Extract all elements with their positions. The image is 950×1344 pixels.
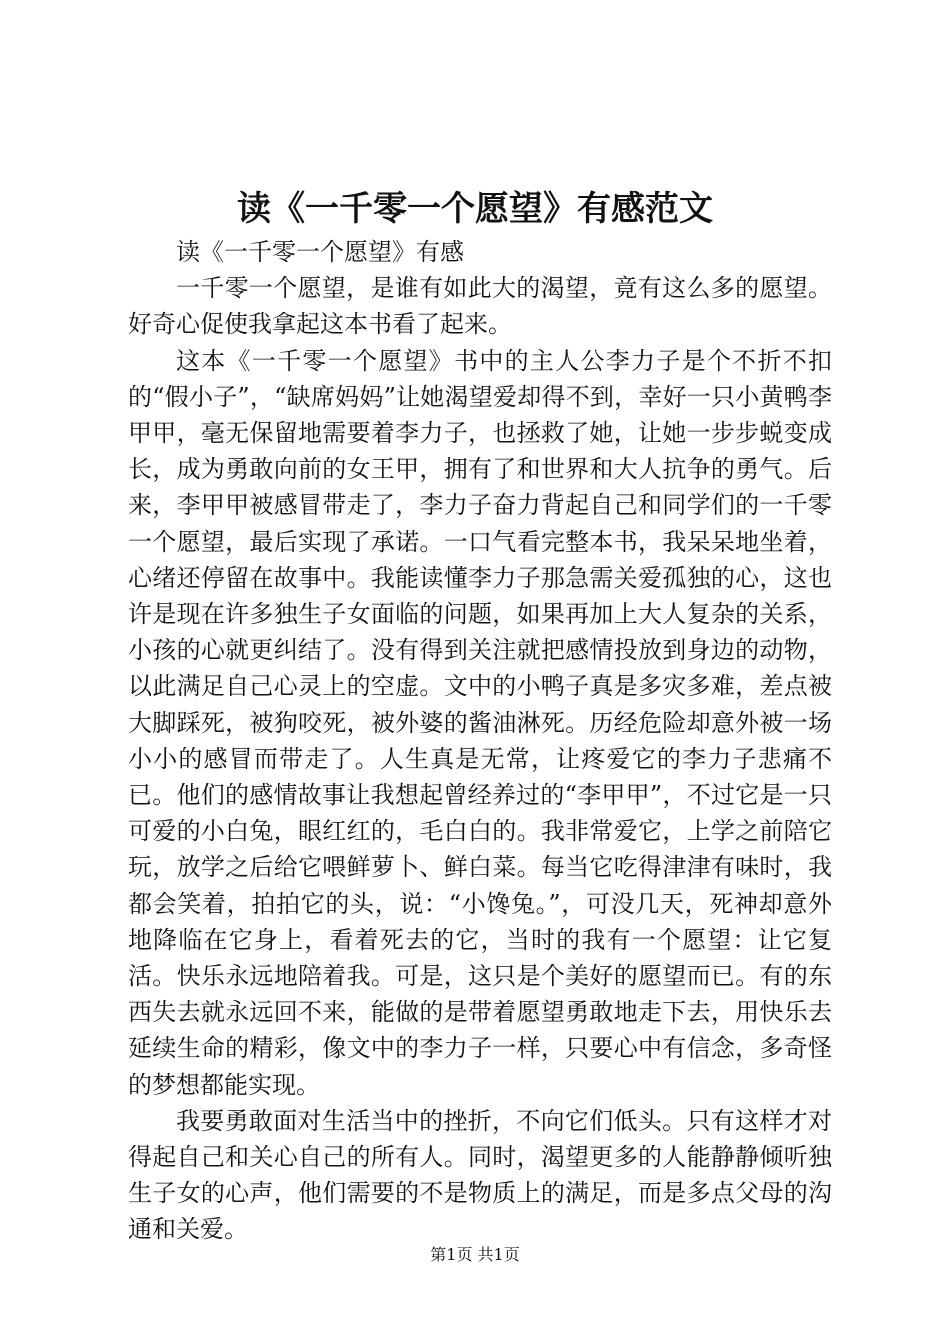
- paragraph-conclusion: 我要勇敢面对生活当中的挫折，不向它们低头。只有这样才对得起自己和关心自己的所有人。同时，渴望更多的人能静静倾听独生子女的心声，他们需要的不是物质上的满足，而是多点父母的沟通和关爱。: [128, 1106, 832, 1244]
- paragraph-subtitle: 读《一千零一个愿望》有感: [176, 238, 464, 266]
- document-body: [128, 234, 832, 1248]
- page-footer: 第1页 共1页: [430, 1245, 520, 1264]
- document-title: 读《一千零一个愿望》有感范文: [237, 189, 713, 229]
- paragraph-main: 这本《一千零一个愿望》书中的主人公李力子是个不折不扣的“假小子”，“缺席妈妈”让她渴望爱却得不到，幸好一只小黄鸭李甲甲，毫无保留地需要着李力子，也拯救了她，让她一步步蜕变成长，成为勇敢向前的女王甲，拥有了和世界和大人抗争的勇气。后来，李甲甲被感冒带走了，李力子奋力背起自己和同学们的一千零一个愿望，最后实现了承诺。一口气看完整本书，我呆呆地坐着，心绪还停留在故事中。我能读懂李力子那急需关爱孤独的心，这也许是现在许多独生子女面临的问题，如果再加上大人复杂的关系，小孩的心就更纠结了。没有得到关注就把感情投放到身边的动物，以此满足自己心灵上的空虚。文中的小鸭子真是多灾多难，差点被大脚踩死，被狗咬死，被外婆的酱油淋死。历经危险却意外被一场小小的感冒而带走了。人生真是无常，让疼爱它的李力子悲痛不已。他们的感情故事让我想起曾经养过的“李甲甲”，不过它是一只可爱的小白兔，眼红红的，毛白白的。我非常爱它，上学之前陪它玩，放学之后给它喂鲜萝卜、鲜白菜。每当它吃得津津有味时，我都会笑着，拍拍它的头，说：“小馋兔。”，可没几天，死神却意外地降临在它身上，看着死去的它，当时的我有一个愿望：让它复活。快乐永远地陪着我。可是，这只是个美好的愿望而已。有的东西失去就永远回不来，能做的是带着愿望勇敢地走下去，用快乐去延续生命的精彩，像文中的李力子一样，只要心中有信念，多奇怪的梦想都能实现。: [128, 346, 832, 1099]
- paragraph-intro: 一千零一个愿望，是谁有如此大的渴望，竟有这么多的愿望。好奇心促使我拿起这本书看了起来。: [128, 274, 832, 339]
